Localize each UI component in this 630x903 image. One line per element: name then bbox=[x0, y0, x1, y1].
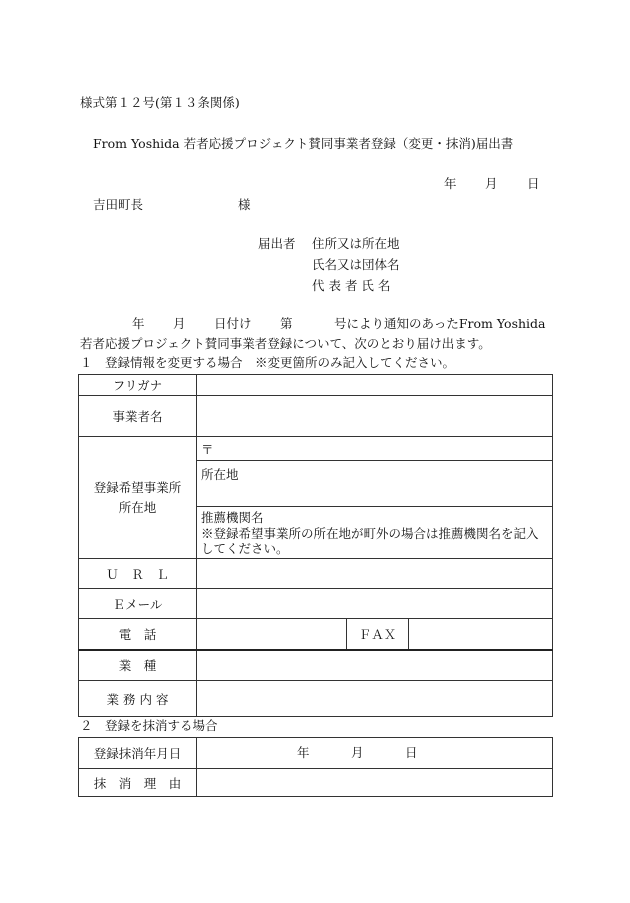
fax-field[interactable] bbox=[409, 619, 553, 650]
intro-dai: 第 bbox=[280, 316, 293, 331]
postal-code-field[interactable] bbox=[197, 437, 553, 461]
intro-text-1: 号により通知のあったFrom Yoshida bbox=[334, 316, 546, 331]
cancel-year: 年 bbox=[297, 744, 310, 760]
url-field[interactable] bbox=[197, 559, 553, 589]
fax-label: ＦＡＸ bbox=[347, 619, 409, 650]
section2-heading: ２ 登録を抹消する場合 bbox=[80, 718, 218, 733]
postal-mark: 〒 bbox=[201, 442, 214, 457]
applicant-address: 住所又は所在地 bbox=[312, 236, 400, 251]
cancel-date-label: 登録抹消年月日 bbox=[79, 738, 197, 769]
url-label: Ｕ Ｒ Ｌ bbox=[79, 559, 197, 589]
registration-cancel-table bbox=[78, 737, 553, 797]
cancel-reason-field[interactable] bbox=[197, 769, 553, 797]
date-year: 年 bbox=[444, 176, 457, 191]
phone-label: 電 話 bbox=[79, 619, 197, 650]
email-field[interactable] bbox=[197, 589, 553, 619]
intro-year: 年 bbox=[132, 316, 145, 331]
cancel-date-field[interactable] bbox=[197, 738, 553, 769]
recommender-field[interactable] bbox=[197, 507, 553, 559]
furigana-field[interactable] bbox=[197, 375, 553, 396]
industry-field[interactable] bbox=[197, 650, 553, 681]
applicant-label: 届出者 bbox=[258, 236, 296, 251]
phone-field[interactable] bbox=[197, 619, 347, 650]
applicant-name: 氏名又は団体名 bbox=[312, 257, 400, 272]
intro-dated: 日付け bbox=[214, 316, 252, 331]
document-title: From Yoshida 若者応援プロジェクト賛同事業者登録（変更・抹消)届出書 bbox=[93, 136, 514, 151]
form-number: 様式第１２号(第１３条関係) bbox=[80, 95, 240, 110]
recommender-label: 推薦機関名 bbox=[201, 510, 264, 525]
office-label-line1: 登録希望事業所 bbox=[93, 479, 182, 495]
business-content-field[interactable] bbox=[197, 681, 553, 717]
date-day: 日 bbox=[527, 176, 540, 191]
location-label: 所在地 bbox=[201, 467, 239, 482]
recommender-note: ※登録希望事業所の所在地が町外の場合は推薦機関名を記入してください。 bbox=[201, 525, 539, 557]
section1-heading: １ 登録情報を変更する場合 ※変更箇所のみ記入してください。 bbox=[80, 355, 456, 370]
location-field[interactable] bbox=[197, 461, 553, 507]
business-name-field[interactable] bbox=[197, 396, 553, 437]
furigana-label: フリガナ bbox=[79, 375, 197, 396]
intro-month: 月 bbox=[173, 316, 186, 331]
industry-label: 業 種 bbox=[79, 650, 197, 681]
addressee-honorific: 様 bbox=[238, 197, 251, 212]
cancel-reason-label: 抹 消 理 由 bbox=[79, 769, 197, 797]
registration-change-table bbox=[78, 374, 553, 717]
addressee-name: 吉田町長 bbox=[93, 197, 144, 212]
applicant-representative: 代 表 者 氏 名 bbox=[312, 278, 391, 293]
business-name-label: 事業者名 bbox=[79, 396, 197, 437]
intro-text-2: 若者応援プロジェクト賛同事業者登録について、次のとおり届け出ます。 bbox=[80, 336, 491, 351]
cancel-month: 月 bbox=[351, 744, 364, 760]
office-label-line2: 所在地 bbox=[118, 499, 157, 515]
business-content-label: 業 務 内 容 bbox=[79, 681, 197, 717]
email-label: Ｅメール bbox=[79, 589, 197, 619]
office-location-label bbox=[79, 437, 197, 559]
cancel-day: 日 bbox=[405, 744, 418, 760]
date-month: 月 bbox=[485, 176, 498, 191]
